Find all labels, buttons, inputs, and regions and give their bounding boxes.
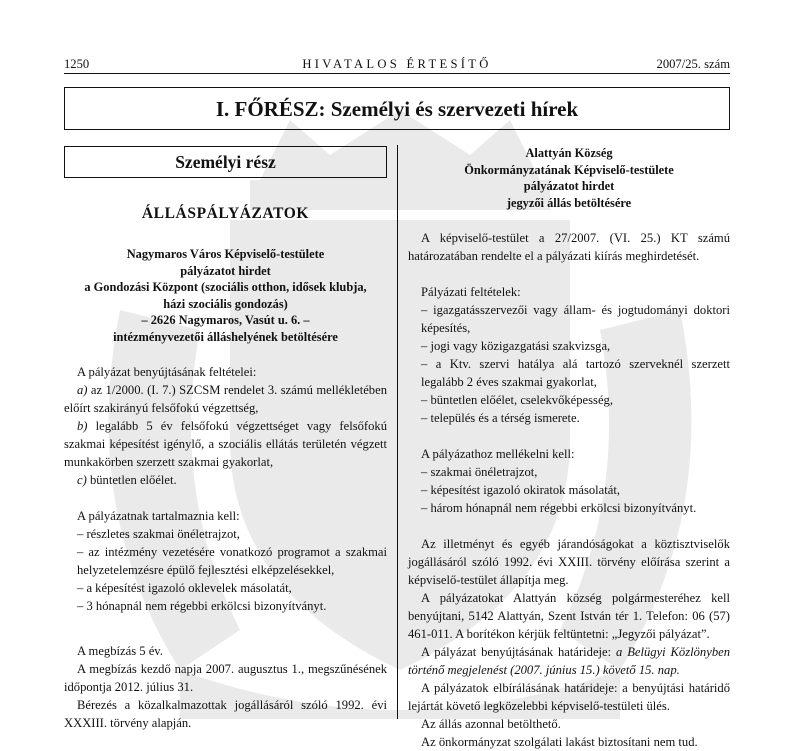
ad-title-line: intézményvezetői álláshelyének betöltésére [113, 329, 338, 344]
ad-title-line: pályázatot hirdet [180, 263, 271, 278]
list-item: – a képesítést igazoló oklevelek másolatát, [77, 581, 292, 595]
ad-title-line: Nagymaros Város Képviselő-testülete [126, 247, 325, 261]
condition-a: a) az 1/2000. (I. 7.) SZCSM rendelet 3. számú mellékletében előírt szakirányú felsőfokú végzettség, [64, 383, 387, 415]
list-item: – igazgatásszervezői vagy állam- és jogtudományi doktori képesítés, [421, 303, 730, 335]
list-item: – három hónapnál nem régebbi erkölcsi bizonyítványt. [421, 501, 697, 515]
ad-title-line: a Gondozási Központ (szociális otthon, idősek klubja, [84, 280, 367, 294]
publication-title: HIVATALOS ÉRTESÍTŐ [302, 57, 492, 71]
list-item: – képesítést igazoló okiratok másolatát, [421, 483, 620, 497]
ad-title-line: pályázatot hirdet [523, 179, 615, 193]
attachments-intro: A pályázathoz mellékelni kell: [421, 447, 575, 461]
decision-paragraph: A pályázatok elbírálásának határideje: a benyújtási határidő lejártát követő legközelebbi képviselő-testületi ülés. [408, 681, 730, 713]
ad-title-line: jegyzői állás betöltésére [506, 195, 632, 210]
salary-paragraph: Bérezés a közalkalmazottak jogállásáról szóló 1992. évi XXXIII. törvény alapján. [64, 698, 387, 730]
condition-c: c) büntetlen előélet. [77, 473, 177, 487]
ad-title-line: Önkormányzatának Képviselő-testülete [464, 162, 674, 177]
deadline-paragraph: A pályázat benyújtásának határideje: a Belügyi Közlönyben történő megjelenést (2007. június 15.) követő 15. nap. [408, 645, 731, 677]
list-item: – részletes szakmai önéletrajzot, [77, 527, 240, 541]
left-ad-title [64, 246, 387, 345]
housing-paragraph: Az önkormányzat szolgálati lakást biztosítani nem tud. [421, 735, 698, 749]
list-item: – az intézmény vezetésére vonatkozó programot a szakmai helyzetelemzésre épülő fejlesztési elképzelésekkel, [77, 545, 387, 577]
ad-title-line: Alattyán Község [525, 146, 613, 160]
conditions-intro: Pályázati feltételek: [421, 285, 521, 299]
section-title: Személyi rész [64, 146, 387, 178]
conditions-intro: A pályázat benyújtásának feltételei: [77, 365, 257, 379]
left-column [64, 205, 387, 732]
right-column [408, 145, 730, 751]
part-title: I. FŐRÉSZ: Személyi és szervezeti hírek [64, 87, 730, 130]
start-paragraph: A megbízás kezdő napja 2007. augusztus 1., megszűnésének időpontja 2012. július 31. [64, 662, 387, 694]
column-divider [397, 145, 398, 719]
list-item: – település és a térség ismerete. [421, 411, 580, 425]
immediate-paragraph: Az állás azonnal betölthető. [421, 717, 561, 731]
ad-title-line: – 2626 Nagymaros, Vasút u. 6. – [141, 313, 310, 327]
list-item: – 3 hónapnál nem régebbi erkölcsi bizonyítványt. [77, 599, 327, 613]
list-item: – jogi vagy közigazgatási szakvizsga, [421, 339, 611, 353]
ad-title-line: házi szociális gondozás) [163, 296, 288, 311]
running-header [64, 55, 730, 73]
section-heading: ÁLLÁSPÁLYÁZATOK [141, 205, 310, 222]
header-rule [64, 73, 730, 74]
issue-number: 2007/25. szám [656, 57, 730, 71]
contents-intro: A pályázatnak tartalmaznia kell: [77, 509, 240, 523]
intro-paragraph: A képviselő-testület a 27/2007. (VI. 25.) KT számú határozatában rendelte el a pályázati kiírás meghirdetését. [408, 231, 730, 263]
page-number: 1250 [64, 57, 90, 71]
term-paragraph: A megbízás 5 év. [77, 644, 163, 658]
list-item: – büntetlen előélet, cselekvőképesség, [421, 393, 613, 407]
list-item: – a Ktv. szervi hatálya alá tartozó szerveknél szerzett legalább 2 éves szakmai gyakorlat, [421, 357, 730, 389]
list-item: – szakmai önéletrajzot, [421, 465, 538, 479]
pay-paragraph: Az illetményt és egyéb járandóságokat a köztisztviselők jogállásáról szóló 1992. évi XXIII. törvény előírása szerint a képviselő-testület állapítja meg. [408, 537, 730, 587]
right-ad-title [408, 145, 730, 211]
submit-paragraph: A pályázatokat Alattyán község polgármesteréhez kell benyújtani, 5142 Alattyán, Szent István tér 1. Telefon: 06 (57) 461-011. A borítékon kérjük feltüntetni: „Jegyzői pályázat”. [408, 591, 730, 641]
condition-b: b) legalább 5 év felsőfokú végzettséget vagy felsőfokú szakmai képesítést igénylő, a szociális ellátás területén végzett munkakörben szerzett szakmai gyakorlat, [64, 419, 387, 469]
